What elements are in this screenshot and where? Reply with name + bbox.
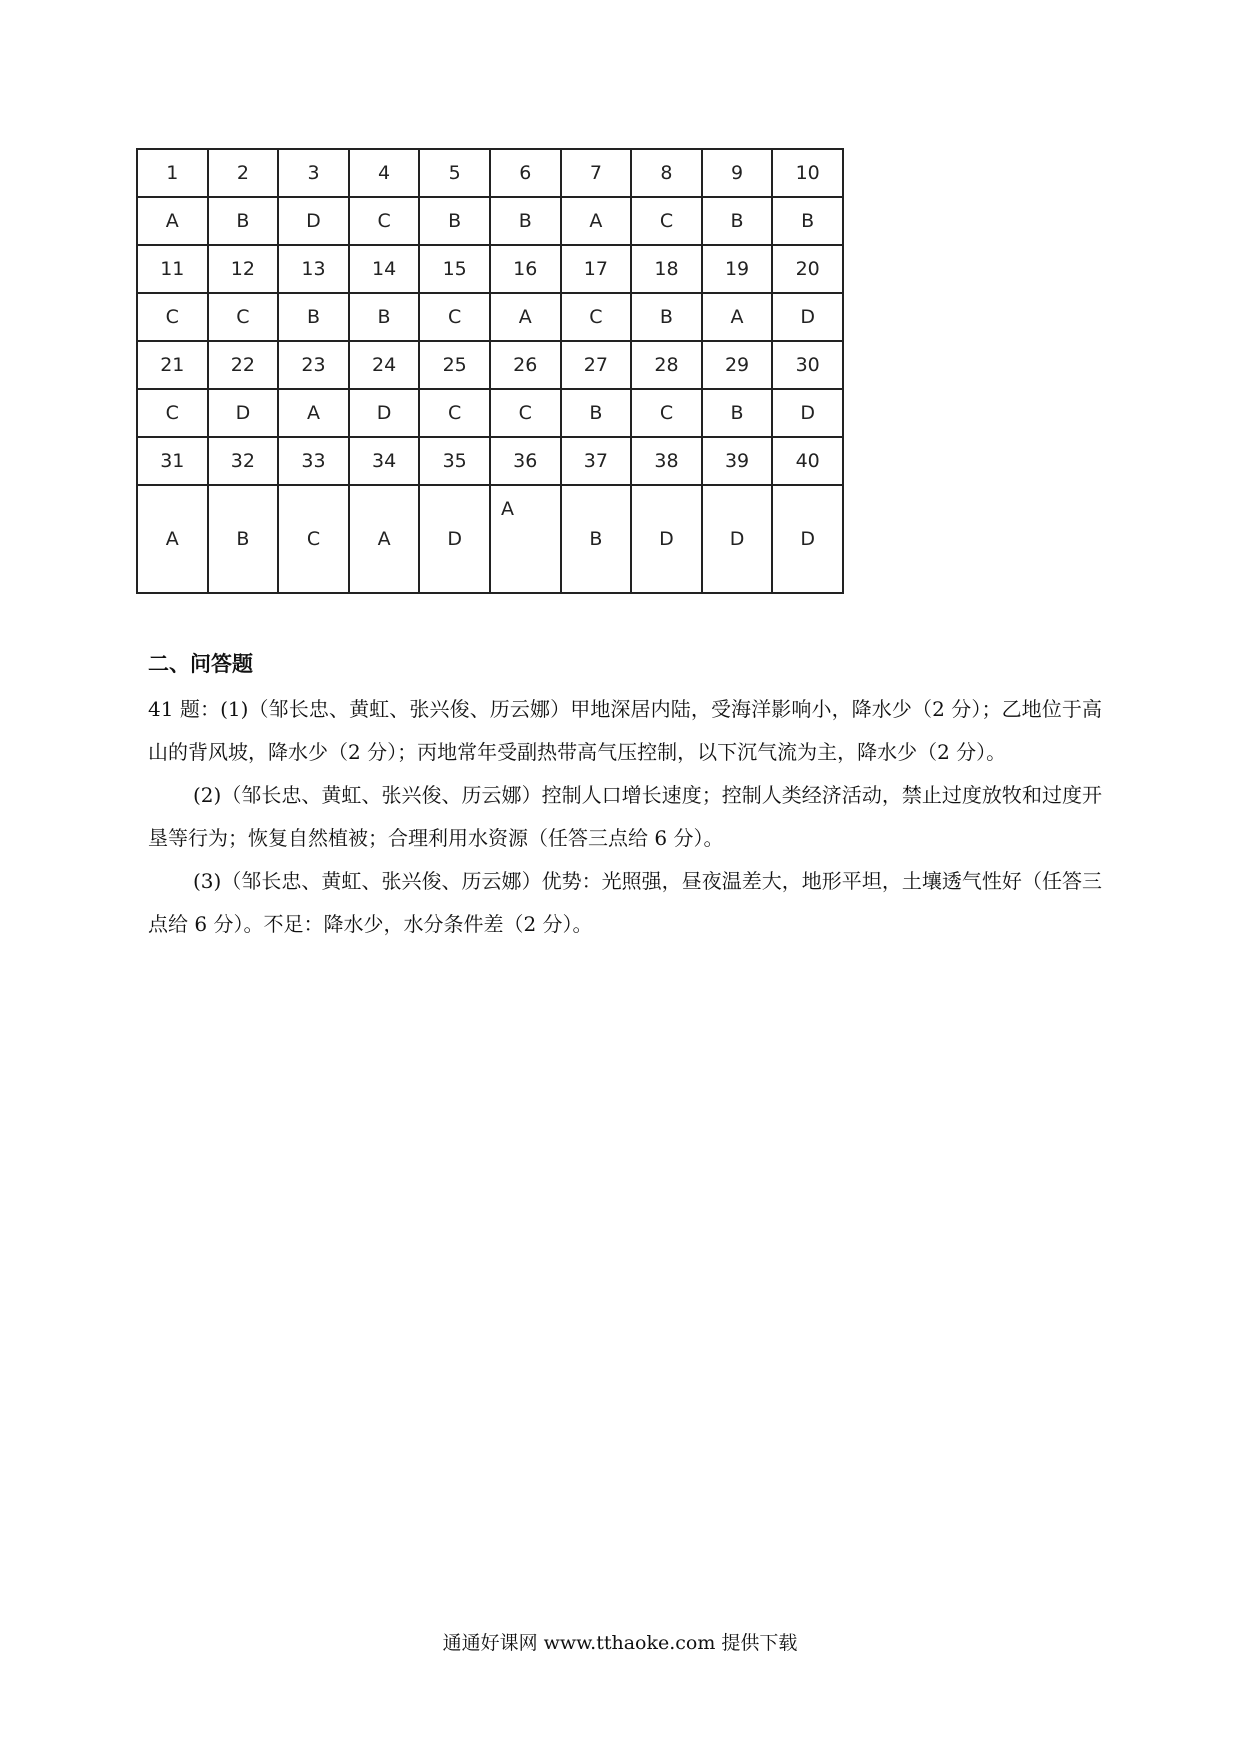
question-number-cell: 19 [702, 245, 773, 293]
question-number-cell: 28 [631, 341, 702, 389]
answer-cell: B [490, 197, 561, 245]
answer-cell: A [702, 293, 773, 341]
question-number-cell: 18 [631, 245, 702, 293]
question-number-cell: 22 [208, 341, 279, 389]
question-number-cell: 5 [419, 149, 490, 197]
answer-cell: D [631, 485, 702, 593]
question-number-cell: 27 [561, 341, 632, 389]
question-number-cell: 10 [772, 149, 843, 197]
answer-cell: A [490, 485, 561, 593]
answer-cell: C [137, 389, 208, 437]
question-number-cell: 2 [208, 149, 279, 197]
question-41-answer [148, 688, 1102, 946]
question-number-cell: 36 [490, 437, 561, 485]
page-footer: 通通好课网 www.tthaoke.com 提供下载 [442, 1632, 798, 1654]
answer-cell: B [702, 197, 773, 245]
question-number-cell: 13 [278, 245, 349, 293]
question-number-row [137, 245, 843, 293]
answer-cell: B [278, 293, 349, 341]
question-number-cell: 37 [561, 437, 632, 485]
answer-cell: C [631, 197, 702, 245]
question-number-row [137, 149, 843, 197]
answer-cell: A [137, 197, 208, 245]
answer-cell: D [772, 389, 843, 437]
answer-table [136, 148, 844, 594]
question-number-cell: 35 [419, 437, 490, 485]
answer-cell: B [349, 293, 420, 341]
answer-cell: D [702, 485, 773, 593]
answer-cell: B [772, 197, 843, 245]
question-number-cell: 21 [137, 341, 208, 389]
question-number-cell: 29 [702, 341, 773, 389]
answer-cell: B [561, 389, 632, 437]
question-number-cell: 4 [349, 149, 420, 197]
question-number-cell: 20 [772, 245, 843, 293]
question-number-cell: 32 [208, 437, 279, 485]
question-number-cell: 7 [561, 149, 632, 197]
answer-cell: B [419, 197, 490, 245]
answer-row [137, 197, 843, 245]
question-number-cell: 17 [561, 245, 632, 293]
question-number-cell: 23 [278, 341, 349, 389]
question-number-cell: 31 [137, 437, 208, 485]
q41-part2: (2)（邹长忠、黄虹、张兴俊、历云娜）控制人口增长速度；控制人类经济活动，禁止过度放牧和过度开垦等行为；恢复自然植被；合理利用水资源（任答三点给 6 分）。 [148, 783, 1102, 850]
question-number-cell: 38 [631, 437, 702, 485]
question-number-cell: 39 [702, 437, 773, 485]
answer-cell: D [772, 485, 843, 593]
answer-cell: A [561, 197, 632, 245]
question-number-cell: 15 [419, 245, 490, 293]
question-number-cell: 34 [349, 437, 420, 485]
answer-cell: C [490, 389, 561, 437]
answer-cell: B [702, 389, 773, 437]
answer-cell: B [208, 485, 279, 593]
answer-cell: B [631, 293, 702, 341]
question-number-cell: 16 [490, 245, 561, 293]
q41-part1: 41 题：(1)（邹长忠、黄虹、张兴俊、历云娜）甲地深居内陆，受海洋影响小，降水少（2 分）；乙地位于高山的背风坡，降水少（2 分）；丙地常年受副热带高气压控制，以下沉气流为主，降水少（2 分）。 [148, 697, 1102, 764]
question-number-row [137, 437, 843, 485]
answer-cell: A [137, 485, 208, 593]
answer-cell: A [278, 389, 349, 437]
answer-cell: D [772, 293, 843, 341]
question-number-cell: 30 [772, 341, 843, 389]
answer-cell: D [278, 197, 349, 245]
answer-cell: C [278, 485, 349, 593]
answer-row [137, 293, 843, 341]
answer-cell: B [561, 485, 632, 593]
question-number-cell: 33 [278, 437, 349, 485]
answer-cell: C [208, 293, 279, 341]
answer-row [137, 485, 843, 593]
question-number-cell: 3 [278, 149, 349, 197]
question-number-cell: 40 [772, 437, 843, 485]
question-number-cell: 12 [208, 245, 279, 293]
answer-cell: C [561, 293, 632, 341]
question-number-cell: 8 [631, 149, 702, 197]
answer-cell: D [208, 389, 279, 437]
answer-cell: C [137, 293, 208, 341]
answer-cell: C [349, 197, 420, 245]
answer-cell: C [419, 389, 490, 437]
answer-cell: A [490, 293, 561, 341]
answer-cell: D [419, 485, 490, 593]
answer-cell: D [349, 389, 420, 437]
question-number-cell: 25 [419, 341, 490, 389]
question-number-cell: 26 [490, 341, 561, 389]
q41-part3: (3)（邹长忠、黄虹、张兴俊、历云娜）优势：光照强，昼夜温差大，地形平坦，土壤透气性好（任答三点给 6 分）。不足：降水少，水分条件差（2 分）。 [148, 869, 1102, 936]
question-number-cell: 11 [137, 245, 208, 293]
answer-cell: C [419, 293, 490, 341]
question-number-cell: 1 [137, 149, 208, 197]
question-number-cell: 14 [349, 245, 420, 293]
answer-row [137, 389, 843, 437]
answer-cell: B [208, 197, 279, 245]
question-number-cell: 9 [702, 149, 773, 197]
answer-cell: A [349, 485, 420, 593]
question-number-cell: 24 [349, 341, 420, 389]
question-number-row [137, 341, 843, 389]
answer-cell: C [631, 389, 702, 437]
section-title: 二、问答题 [148, 651, 253, 676]
question-number-cell: 6 [490, 149, 561, 197]
